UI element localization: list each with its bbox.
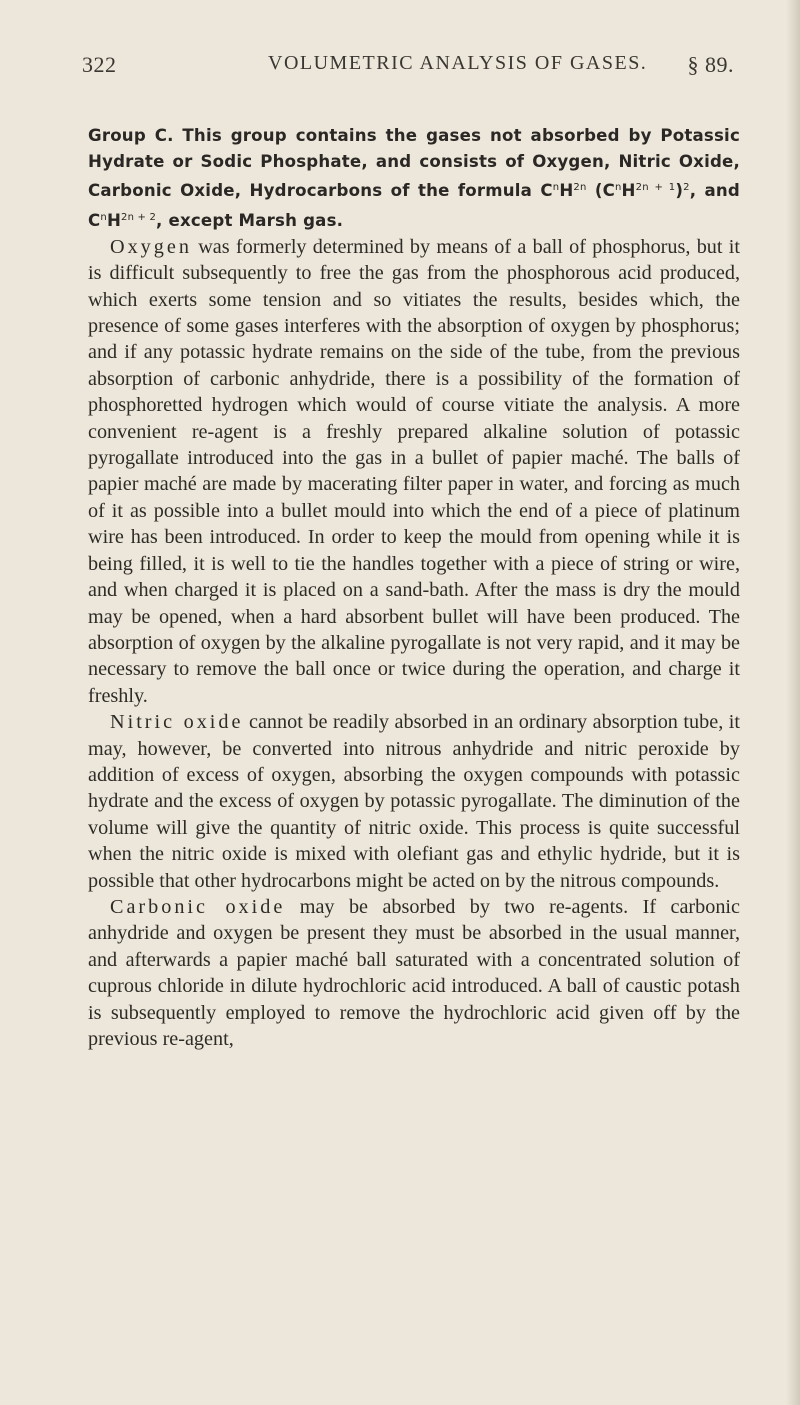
carbonic-oxide-lead: Carbonic oxide <box>110 895 286 918</box>
page-edge-shadow <box>786 0 800 1405</box>
nitric-oxide-paragraph: Nitric oxide cannot be readily absorbed in an ordinary absorption tube, it may, however, be converted into nitrous anhydride and nitric peroxide by addition of excess of oxygen, absorbing the oxygen compounds with potassic hydrate and the excess of oxygen by potassic pyrogallate. The diminution of the volume will give the quantity of nitric oxide. This process is quite successful when the nitric oxide is mixed with olefiant gas and ethylic hydride, but it is possible that other hydrocarbons might be acted on by the nitrous compounds. <box>88 711 740 892</box>
running-header <box>82 52 740 88</box>
group-c-paragraph: Group C. This group contains the gases not absorbed by Potassic Hydrate or Sodic Phosphate, and consists of Oxygen, Nitric Oxide, Carbonic Oxide, Hydrocarbons of the formula $C^nH^{2n}$ $(C^nH^{2n + 1})^2$, and $C^nH^{2n + 2}$, except Marsh gas. <box>88 126 740 230</box>
page-number: 322 <box>82 52 117 77</box>
running-title: VOLUMETRIC ANALYSIS OF GASES. <box>268 52 648 74</box>
carbonic-oxide-paragraph: Carbonic oxide may be absorbed by two re-agents. If carbonic anhydride and oxygen be present they must be absorbed in the usual manner, and afterwards a papier maché ball saturated with a concentrated solution of cuprous chloride in dilute hydrochloric acid introduced. A ball of caustic potash is subsequently employed to remove the hydrochloric acid given off by the previous re-agent, <box>88 895 740 1050</box>
nitric-oxide-lead: Nitric oxide <box>110 711 244 734</box>
oxygen-lead: Oxygen <box>110 235 192 258</box>
section-number: § 89. <box>687 52 734 77</box>
body-text <box>88 234 740 1053</box>
oxygen-paragraph: Oxygen was formerly determined by means of a ball of phosphorus, but it is difficult subsequently to free the gas from the phosphorous acid produced, which exerts some tension and so vitiates the results, besides which, the presence of some gases interferes with the absorption of oxygen by phosphorus; and if any potassic hydrate remains on the side of the tube, from the previous absorption of carbonic anhydride, there is a possibility of the formation of phosphoretted hydrogen which would of course vitiate the analysis. A more convenient re-agent is a freshly prepared alkaline solution of potassic pyrogallate introduced into the gas in a bullet of papier maché. The balls of papier maché are made by macerating filter paper in water, and forcing as much of it as possible into a bullet mould into which the end of a piece of platinum wire has been introduced. In order to keep the mould from opening while it is being filled, it is well to tie the handles together with a piece of string or wire, and when charged it is placed on a sand-bath. After the mass is dry the mould may be opened, when a hard absorbent bullet will have been produced. The absorption of oxygen by the alkaline pyrogallate is not very rapid, and it may be necessary to remove the ball once or twice during the operation, and charge it freshly. <box>88 235 740 707</box>
